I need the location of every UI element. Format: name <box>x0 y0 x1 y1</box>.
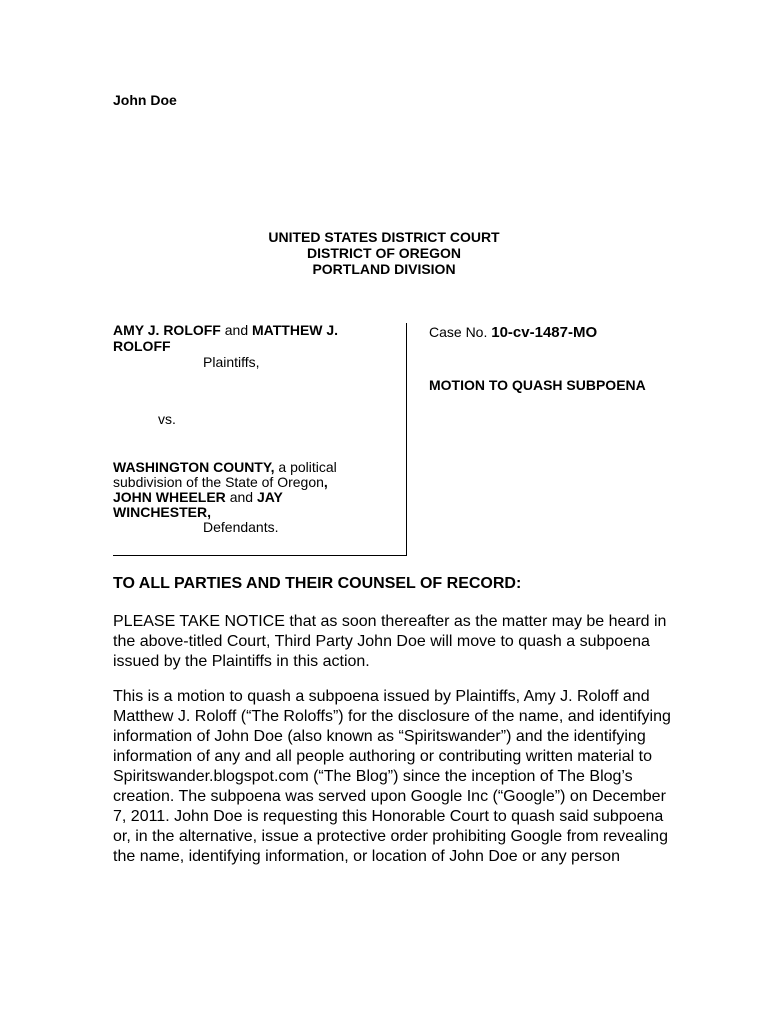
defendant-name: JAY <box>256 489 283 505</box>
case-number-label: Case No. <box>429 324 488 340</box>
court-division: PORTLAND DIVISION <box>312 261 456 277</box>
plaintiffs-label: Plaintiffs, <box>203 354 260 370</box>
defendant-description: a political <box>278 459 337 475</box>
court-district: DISTRICT OF OREGON <box>307 245 461 261</box>
plaintiffs-block <box>113 322 373 370</box>
court-name: UNITED STATES DISTRICT COURT <box>268 229 500 245</box>
paragraph: This is a motion to quash a subpoena issued by Plaintiffs, Amy J. Roloff and Matthew J. Roloff (“The Roloffs”) for the disclosure of the name, and identifying information of John Doe (also known as “Spiritswander”) and the identifying information of any and all people authoring or contributing written material to Spiritswander.blogspot.com (“The Blog”) since the inception of The Blog’s creation. The subpoena was served upon Google Inc (“Google”) on December 7, 2011. John Doe is requesting this Honorable Court to quash said subpoena or, in the alternative, issue a protective order prohibiting Google from revealing the name, identifying information, or location of John Doe or any person <box>113 688 671 865</box>
defendant-name: WINCHESTER, <box>113 504 211 520</box>
and-text: and <box>229 489 254 505</box>
and-text: and <box>224 322 249 338</box>
defendant-name: JOHN WHEELER <box>113 489 226 505</box>
paragraph: PLEASE TAKE NOTICE that as soon thereafter as the matter may be heard in the above-titled Court, Third Party John Doe will move to quash a subpoena issued by the Plaintiffs in this action. <box>113 613 667 670</box>
case-number-value: 10-cv-1487-MO <box>491 324 598 341</box>
comma-text: , <box>323 474 328 490</box>
caption-horizontal-rule <box>113 555 407 556</box>
plaintiff-name: AMY J. ROLOFF <box>113 322 221 338</box>
defendant-description: subdivision of the State of Oregon <box>113 474 324 490</box>
case-number <box>429 324 597 341</box>
plaintiff-name: MATTHEW J. <box>252 322 339 338</box>
plaintiff-name: ROLOFF <box>113 338 171 354</box>
versus-text: vs. <box>158 411 176 427</box>
motion-title: MOTION TO QUASH SUBPOENA <box>429 377 646 393</box>
defendants-block <box>113 460 383 535</box>
salutation: TO ALL PARTIES AND THEIR COUNSEL OF RECORD: <box>113 575 522 592</box>
court-heading <box>0 229 768 277</box>
defendant-name: WASHINGTON COUNTY, <box>113 459 275 475</box>
caption-vertical-rule <box>406 323 407 556</box>
author-name: John Doe <box>113 92 177 108</box>
defendants-label: Defendants. <box>203 519 279 535</box>
